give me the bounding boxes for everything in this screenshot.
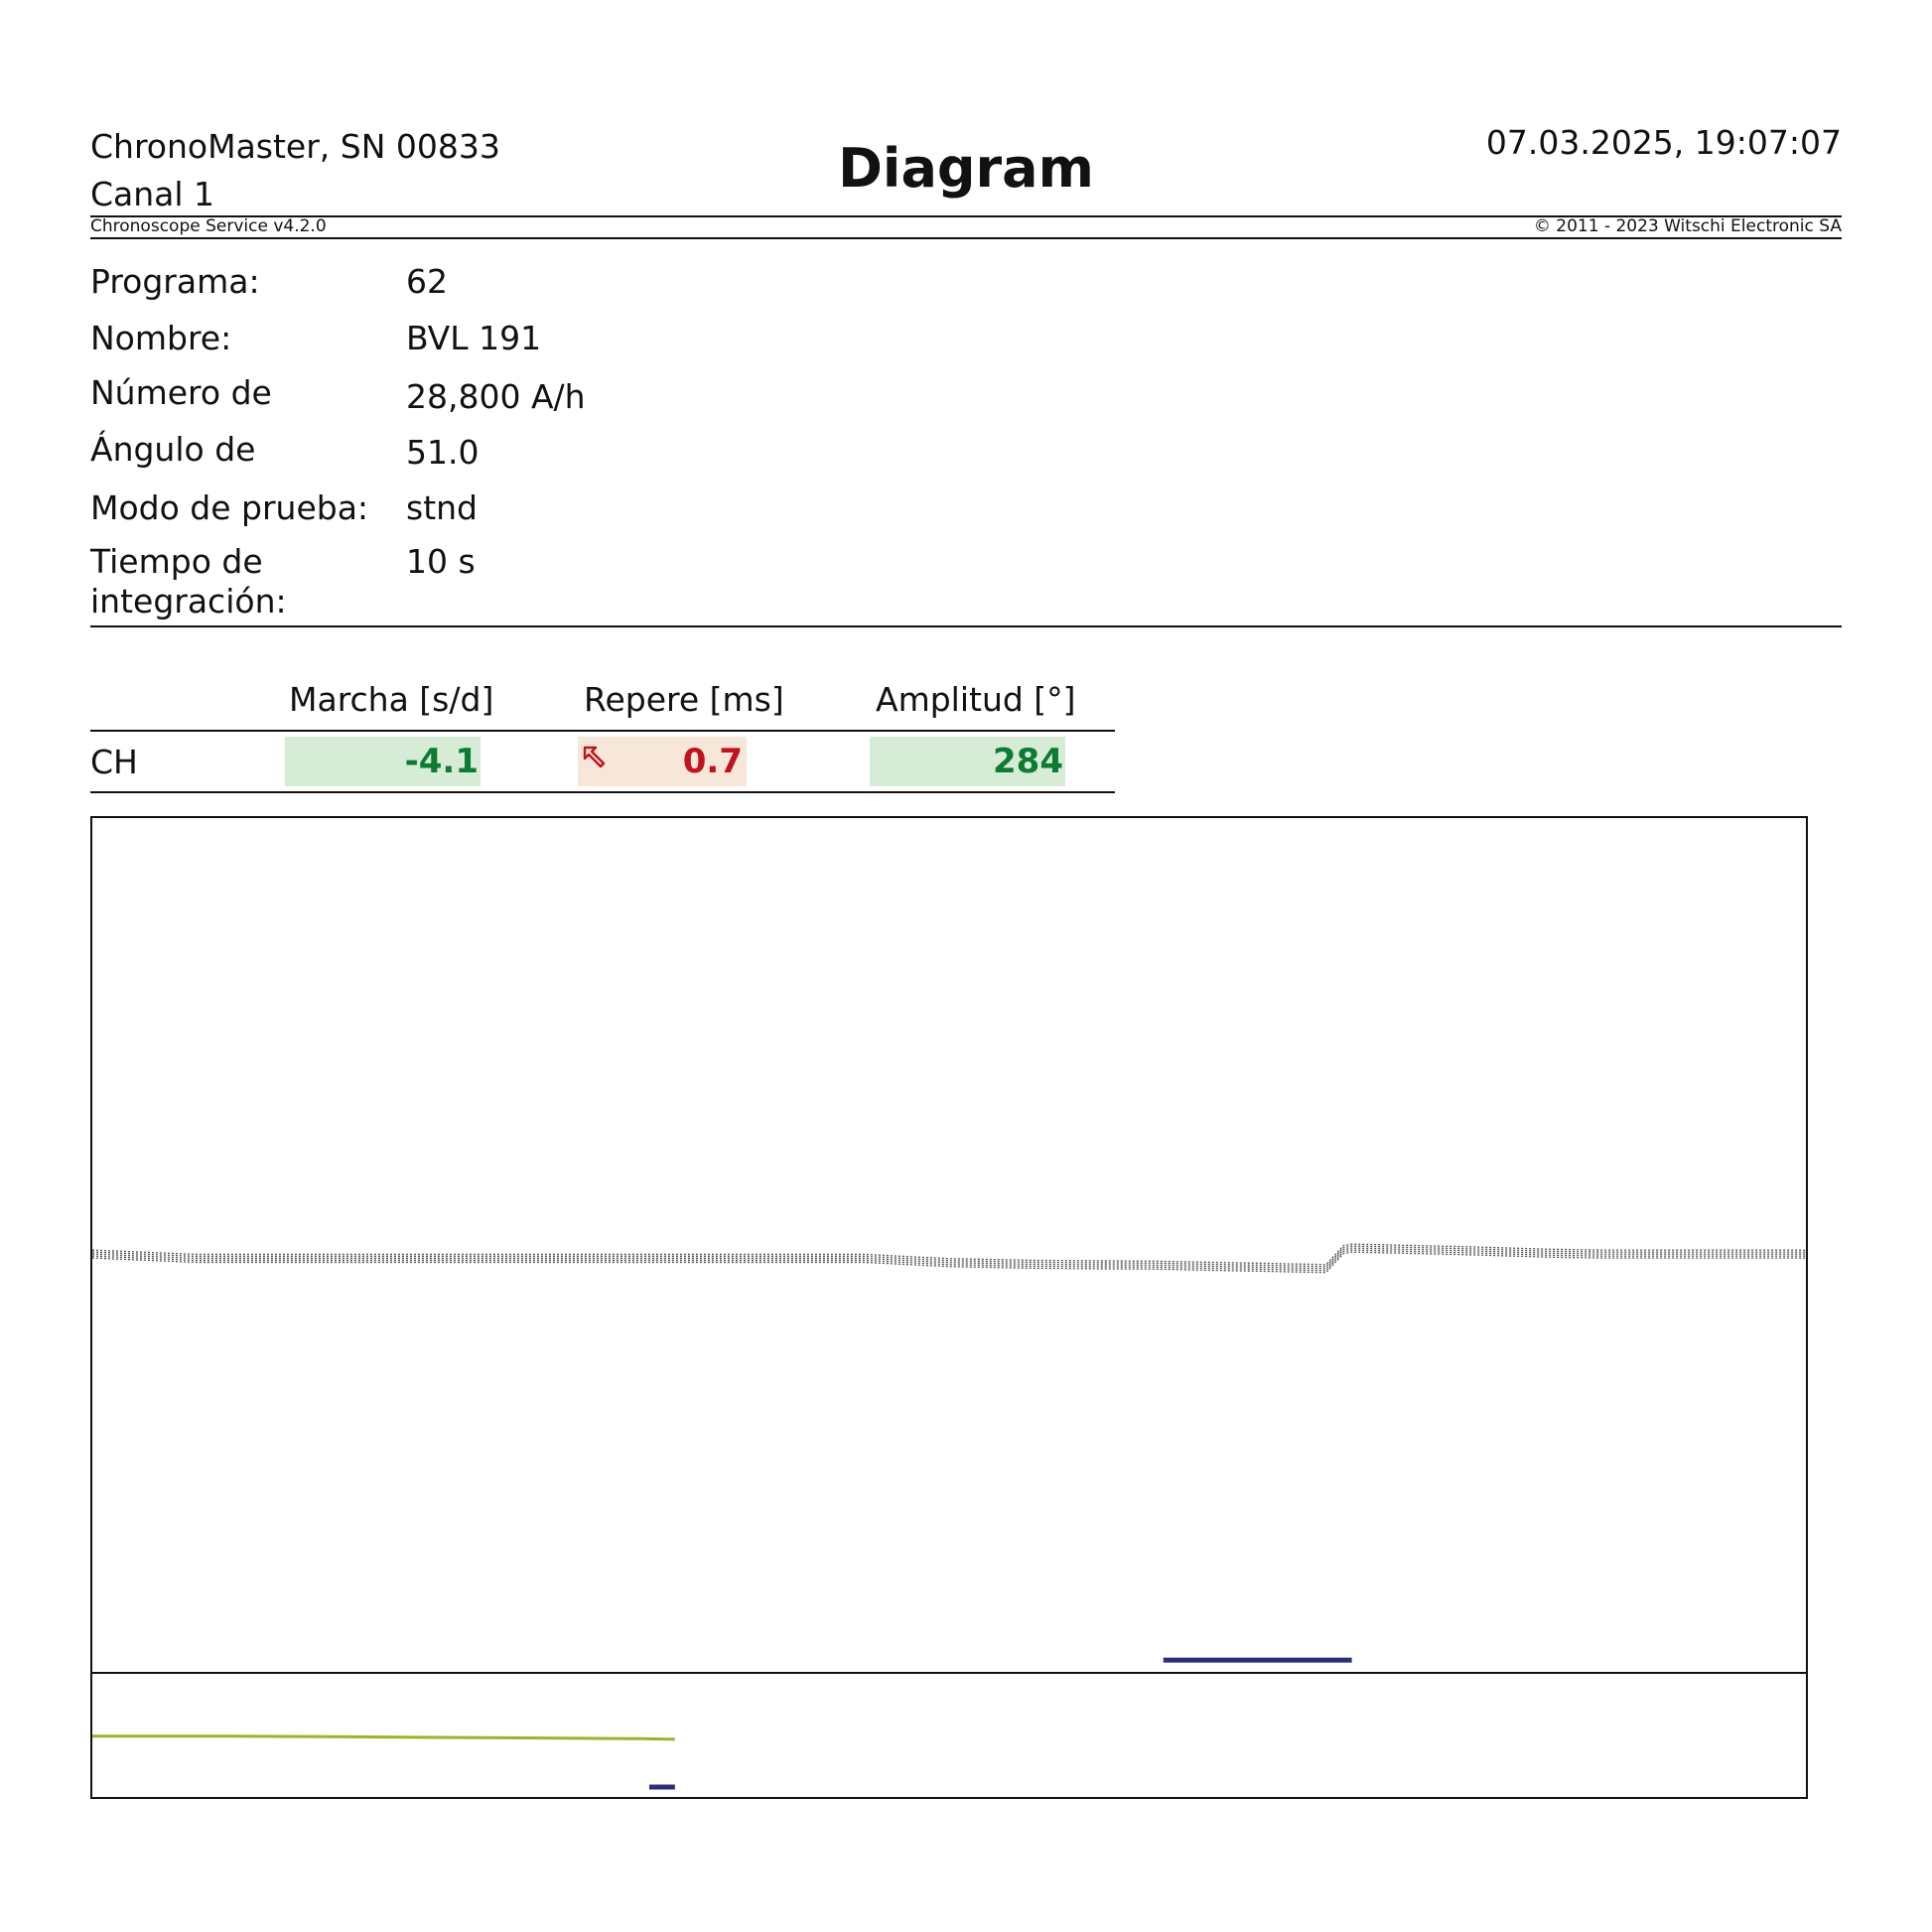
results-table-bottom-rule — [90, 791, 1115, 793]
warning-arrow-icon — [582, 745, 608, 770]
param-label: Programa: — [90, 262, 260, 301]
channel-name: Canal 1 — [90, 175, 215, 213]
results-table-top-rule — [90, 730, 1115, 732]
rate-trace-band-1 — [92, 1246, 1806, 1267]
param-label: Número de — [90, 373, 272, 412]
rate-column-header: Marcha [s/d] — [289, 680, 494, 719]
param-value: 10 s — [406, 542, 476, 581]
software-version: Chronoscope Service v4.2.0 — [90, 216, 327, 236]
results-row-label: CH — [90, 743, 138, 781]
beat-error-column-header: Repere [ms] — [584, 680, 784, 719]
param-value: stnd — [406, 488, 478, 527]
diagram-chart — [90, 816, 1808, 1799]
param-label: Ángulo de — [90, 430, 256, 469]
amplitude-column-header: Amplitud [°] — [876, 680, 1076, 719]
rate-trace-band-0 — [92, 1244, 1806, 1265]
copyright-notice: © 2011 - 2023 Witschi Electronic SA — [1533, 216, 1842, 236]
params-divider — [90, 625, 1842, 627]
page-title: Diagram — [838, 137, 1094, 200]
amplitude-value: 284 — [870, 737, 1065, 786]
param-value: BVL 191 — [406, 319, 542, 357]
amplitude-trace — [92, 1736, 675, 1739]
rate-trace-band-4 — [92, 1252, 1806, 1273]
diagram-plot-area — [92, 818, 1806, 1797]
param-label: Tiempo de integración: — [90, 542, 287, 621]
device-name: ChronoMaster, SN 00833 — [90, 127, 500, 166]
beat-error-value: 0.7 — [682, 742, 743, 781]
rate-trace-band-3 — [92, 1250, 1806, 1271]
param-label: Modo de prueba: — [90, 488, 369, 527]
beat-error-cell — [578, 737, 747, 786]
header-divider-bottom — [90, 237, 1842, 239]
param-value: 28,800 A/h — [406, 377, 586, 416]
param-value: 62 — [406, 262, 448, 301]
rate-trace-band-2 — [92, 1248, 1806, 1269]
report-datetime: 07.03.2025, 19:07:07 — [1485, 123, 1842, 162]
param-label: Nombre: — [90, 319, 232, 357]
rate-value: -4.1 — [285, 737, 481, 786]
param-value: 51.0 — [406, 433, 480, 472]
